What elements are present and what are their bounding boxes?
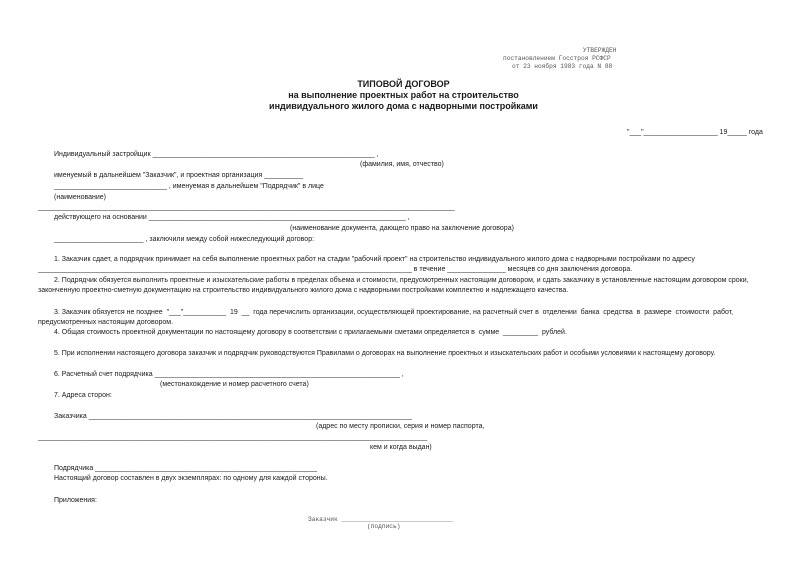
clause-1-line-1: 1. Заказчик сдает, а подрядчик принимает на себя выполнение проектных работ на стадии "рабочий проект" на строительство индивидуального жилого дома с надворными постройками по адресу [54, 256, 695, 263]
clause-4: 4. Общая стоимость проектной документации по настоящему договору в соответствии с прилагаемыми сметами определяется в сумме _________ рублей. [54, 329, 567, 336]
clause-1-line-2: ________________________________________________________________________________________________ в течение _______________ месяцев со дня заключения договора. [38, 266, 633, 273]
clause-3-line-2: предусмотренных настоящим договором. [38, 319, 174, 326]
title-line-2: на выполнение проектных работ на строительство [288, 90, 519, 100]
fio-caption: (фамилия, имя, отчество) [360, 161, 444, 168]
concluded-line: _______________________ , заключили между собой нижеследующий договор: [54, 236, 315, 243]
customer-signature-line: Заказчик ______________________________ [308, 516, 453, 523]
clause-7: 7. Адреса сторон: [54, 392, 112, 399]
clause-2-line-2: законченную проектно-сметную документацию на строительство индивидуального жилого дома с надворными постройками комплектно и надлежащего качества. [38, 287, 569, 294]
customer-address-line: Заказчика ___________________________________________________________________________________ [54, 413, 412, 420]
acting-basis-line: действующего на основании __________________________________________________________________ , [54, 214, 410, 221]
clause-2-line-1: 2. Подрядчик обязуется выполнить проектные и изыскательские работы в пределах объема и стоимости, предусмотренных настоящим договором, и сдать заказчику в установленные настоящим договором сроки, [54, 277, 749, 284]
document-caption: (наименование документа, дающего право на заключение договора) [290, 225, 514, 232]
title-line-3: индивидуального жилого дома с надворными постройками [269, 101, 538, 111]
appendix-label: Приложения: [54, 497, 97, 504]
issued-caption: кем и когда выдан) [370, 444, 432, 451]
title-line-1: ТИПОВОЙ ДОГОВОР [357, 79, 450, 89]
clause-6: 6. Расчетный счет подрядчика _______________________________________________________________ , [54, 371, 404, 378]
approval-line-2: постановлением Госстроя РСФСР [503, 55, 611, 62]
approval-line-3: от 23 ноября 1983 года N 88 [512, 63, 613, 70]
contract-date: "___"___________________ 19_____ года [627, 129, 763, 136]
approval-line-1: УТВЕРЖДЕН [583, 47, 617, 54]
blank-line: ___________________________________________________________________________________________________________ [38, 204, 455, 211]
contractor-address-line: Подрядчика _________________________________________________________ [54, 465, 318, 472]
clause-3-line-1: 3. Заказчик обязуется не позднее "___"___________ 19 __ года перечислить организации, осуществляющей проектирование, на расчетный счет в отделении банка средства в размере стоимости работ, [54, 309, 734, 316]
customer-named-line: именуемый в дальнейшем "Заказчик", и проектная организация __________ [54, 172, 304, 179]
contractor-named-line: _____________________________ , именуемая в дальнейшем "Подрядчик" в лице [54, 183, 324, 190]
signature-caption: (подпись) [367, 523, 401, 530]
passport-caption: (адрес по месту прописки, серия и номер паспорта, [316, 423, 485, 430]
name-caption: (наименование) [54, 194, 106, 201]
account-caption: (местонахождение и номер расчетного счета) [160, 381, 309, 388]
blank-line-2: ____________________________________________________________________________________________________ [38, 434, 428, 441]
clause-5: 5. При исполнении настоящего договора заказчик и подрядчик руководствуются Правилами о договорах на выполнение проектных и изыскательских работ и особыми условиями к настоящему договору. [54, 350, 716, 357]
copies-statement: Настоящий договор составлен в двух экземплярах: по одному для каждой стороны. [54, 475, 328, 482]
developer-line: Индивидуальный застройщик _________________________________________________________ , [54, 151, 379, 158]
